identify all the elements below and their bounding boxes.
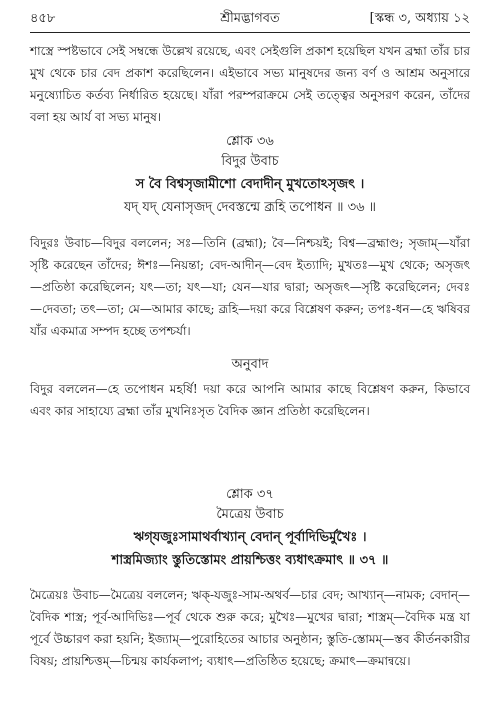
verse-37-line-1: ঋগ্‌যজুঃসামাথর্বাখ্যান্ বেদান্ পূর্বাদিভির্মুখৈঃ । [133,530,367,545]
verse-36-line-2: যদ্ যদ্ যেনাসৃজদ্ দেবস্তন্মে ব্রূহি তপোধন ॥ ৩৬ ॥ [123,200,377,215]
intro-paragraph: শাস্ত্রে স্পষ্টভাবে সেই সম্বন্ধে উল্লেখ রয়েছে, এবং সেইগুলি প্রকাশ হয়েছিল যখন ব্রহ্মা তাঁর চার মুখ থেকে চার বেদ প্রকাশ করেছিলেন। এইভাবে সভ্য মানুষদের জন্য বর্ণ ও আশ্রম অনুসারে মনুষ্যোচিত কর্তব্য নির্ধারিত হয়েছে। যাঁরা পরম্পরাক্রমে সেই তত্ত্বের অনুসরণ করেন, তাঁদের বলা হয় আর্য বা সভ্য মানুষ। [30,44,470,124]
verse-37-line-2: শাস্ত্রমিজ্যাং স্তুতিস্তোমং প্রায়শ্চিত্তং ব্যধাৎক্রমাৎ ॥ ৩৭ ॥ [111,553,389,568]
verse-37-number: শ্লোক ৩৭ [226,487,274,502]
page-number: ৪৫৮ [30,11,56,26]
header-divider [30,32,470,33]
page-header [30,8,470,30]
verse-36-line-1: স বৈ বিশ্বসৃজামীশো বেদাদীন্ মুখতোঽসৃজৎ । [135,177,365,192]
verse-37-speaker: মৈত্রেয় উবাচ [216,507,284,522]
verse-36-translation-heading: অনুবাদ [231,357,269,372]
verse-36-translation: বিদুর বললেন—হে তপোধন মহর্ষি! দয়া করে আপনি আমার কাছে বিশ্লেষণ করুন, কিভাবে এবং কার সাহায্যে ব্রহ্মা তাঁর মুখনিঃসৃত বৈদিক জ্ঞান প্রতিষ্ঠা করেছিলেন। [30,382,470,418]
section-reference: [স্কন্ধ ৩, অধ্যায় ১২ [369,11,470,26]
verse-36-number: শ্লোক ৩৬ [226,134,274,149]
verse-36-speaker: বিদুর উবাচ [221,154,279,169]
verse-36-synonyms: বিদুরঃ উবাচ—বিদুর বললেন; সঃ—তিনি (ব্রহ্মা); বৈ—নিশ্চয়ই; বিশ্ব—ব্রহ্মাণ্ড; সৃজাম্—যাঁরা সৃষ্টি করেছেন তাঁদের; ঈশঃ—নিয়ন্তা; বেদ-আদীন্—বেদ ইত্যাদি; মুখতঃ—মুখ থেকে; অসৃজৎ—প্রতিষ্ঠা করেছিলেন; যৎ—তা; যৎ—যা; যেন—যার দ্বারা; অসৃজৎ—সৃষ্টি করেছিলেন; দেবঃ—দেবতা; তৎ—তা; মে—আমার কাছে; ব্রূহি—দয়া করে বিশ্লেষণ করুন; তপঃ-ধন—হে ঋষিবর যাঁর একমাত্র সম্পদ হচ্ছে তপশ্চর্যা। [30,236,470,338]
verse-37-synonyms: মৈত্রেয়ঃ উবাচ—মৈত্রেয় বললেন; ঋক্-যজুঃ-সাম-অথর্ব—চার বেদ; আখ্যান্—নামক; বেদান্—বৈদিক শাস্ত্র; পূর্ব-আদিভিঃ—পূর্ব থেকে শুরু করে; মুখৈঃ—মুখের দ্বারা; শাস্ত্রম্—বৈদিক মন্ত্র যা পূর্বে উচ্চারণ করা হয়নি; ইজ্যাম্—পুরোহিতের আচার অনুষ্ঠান; স্তুতি-স্তোমম্—স্তব কীর্তনকারীর বিষয়; প্রায়শ্চিত্তম্—চিন্ময় কার্যকলাপ; ব্যধাৎ—প্রতিষ্ঠিত হয়েছে; ক্রমাৎ—ক্রমান্বয়ে। [30,588,470,668]
book-title: শ্রীমদ্ভাগবত [220,11,280,26]
